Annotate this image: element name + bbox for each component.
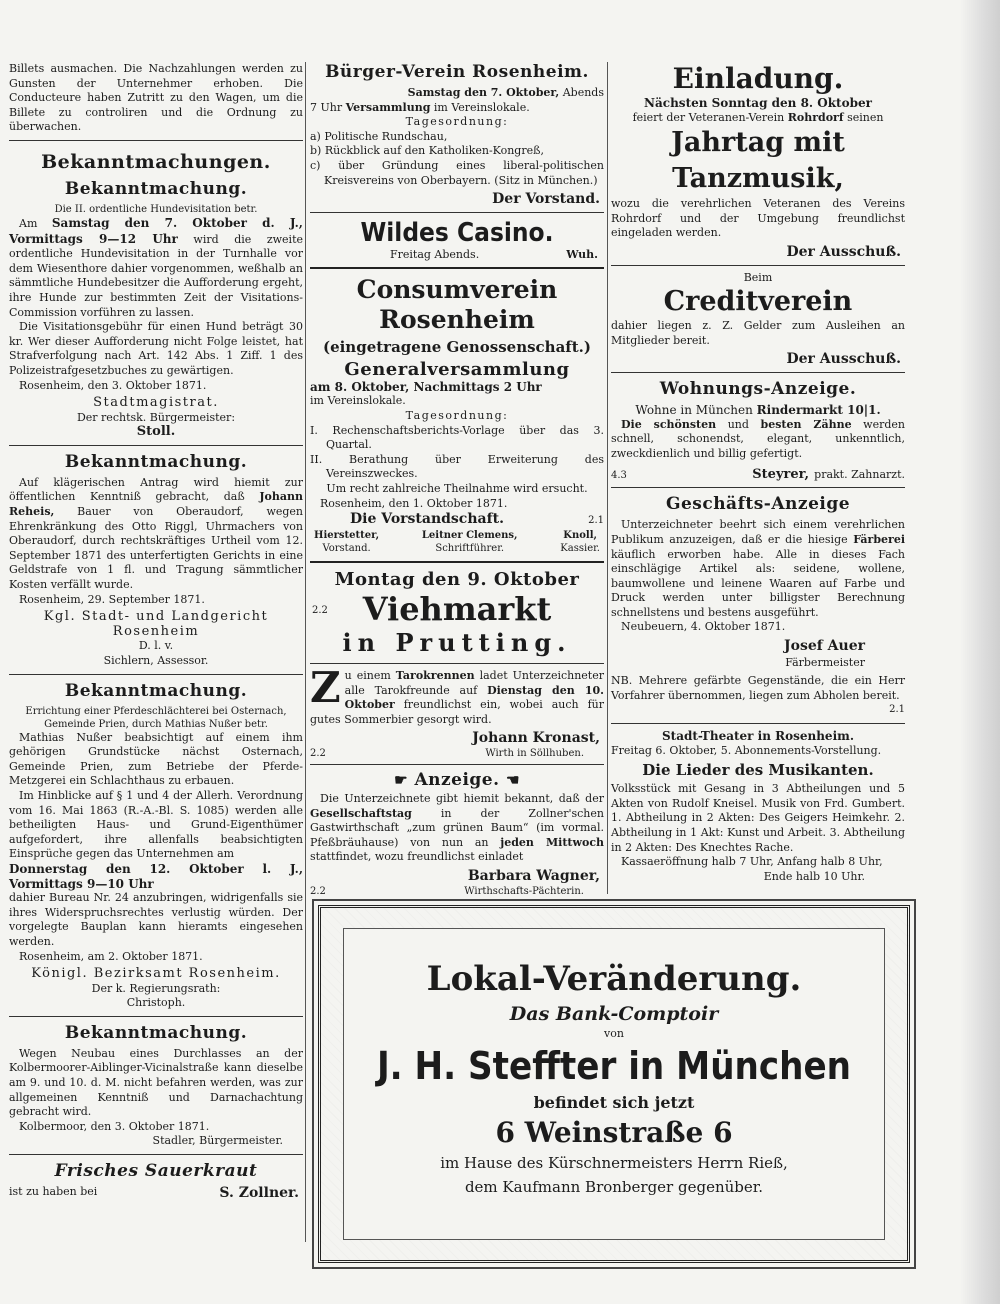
- column-3: [611, 62, 905, 884]
- ad-number: 4.3: [611, 470, 627, 482]
- scan-edge: [960, 0, 1000, 1304]
- notice-slaughterhouse: [9, 681, 303, 1011]
- ad-address: 6 Weinstraße 6: [495, 1116, 733, 1149]
- column-rule: [607, 62, 608, 894]
- ad-title: Creditverein: [663, 286, 853, 318]
- notice-signer: Sichlern, Assessor.: [103, 654, 209, 667]
- ad-signer: Der Vorstand.: [492, 191, 600, 208]
- notice-road-closure: [9, 1023, 303, 1149]
- ad-role: prakt. Zahnarzt.: [814, 468, 905, 482]
- ad-sauerkraut: [9, 1161, 303, 1200]
- continued-text: Billets ausmachen. Die Nachzahlungen werden zu Gunsten der Unternehmer erhoben. Die Conducteure haben Zutritt zu den Wagen, um die Billete zu controliren und die Ordnung zu überwachen.: [9, 62, 303, 134]
- notice-body: dahier Bureau Nr. 24 anzubringen, widrigenfalls sie ihres Widerspruchsrechtes verlustig würden. Der vorgelegte Bauplan kann hieramts eingesehen werden.: [9, 891, 303, 948]
- ad-note: NB. Mehrere gefärbte Gegenstände, die ein Herr Vorfahrer übernommen, liegen zum Abholen bereit.: [611, 674, 905, 702]
- ad-signer: Josef Auer: [784, 638, 865, 655]
- agenda-item: b) Rückblick auf den Katholiken-Kongreß,: [310, 144, 544, 158]
- ad-times: Ende halb 10 Uhr.: [763, 869, 865, 883]
- ad-number: 2.1: [588, 515, 604, 527]
- ad-viehmarkt: [310, 569, 604, 658]
- ad-signer: Die Vorstandschaft.: [350, 511, 504, 528]
- notice-signer: Christoph.: [126, 996, 186, 1010]
- ad-event: Jahrtag mit Tanzmusik,: [671, 127, 845, 195]
- notice-signer: Stoll.: [136, 424, 176, 440]
- notice-title: Bekanntmachung.: [64, 680, 248, 701]
- pointing-hand-left-icon: ☚: [505, 771, 520, 790]
- notice-title: Bekanntmachung.: [64, 451, 248, 472]
- board-member: Hierstetter, Vorstand.: [314, 530, 380, 555]
- ad-signer: Der Ausschuß.: [786, 351, 901, 368]
- notice-subject: Die II. ordentliche Hundevisitation betr.: [54, 203, 258, 215]
- ad-role: Färbermeister: [785, 655, 865, 669]
- ad-wohnung: [611, 379, 905, 482]
- ad-consumverein: [310, 275, 604, 555]
- ad-date: Rosenheim, den 1. Oktober 1871.: [320, 496, 508, 510]
- ad-date-line: Nächsten Sonntag den 8. Oktober: [644, 96, 872, 110]
- ad-lokal-veraenderung: [318, 905, 910, 1263]
- ad-line: dem Kaufmann Bronberger gegenüber.: [464, 1178, 764, 1196]
- ad-signer: Wuh.: [566, 247, 598, 261]
- notice-court: [9, 452, 303, 669]
- ad-date-line: Samstag den 7. Oktober, Abends: [407, 86, 604, 99]
- ad-place: im Vereinslokale.: [310, 394, 406, 408]
- notice-date: Rosenheim, 29. September 1871.: [19, 592, 205, 606]
- notice-title: Bekanntmachung.: [64, 178, 248, 199]
- notice-body: Wegen Neubau eines Durchlasses an der Kolbermoorer-Aiblinger-Vicinalstraße kann dieselbe am 9. und 10. d. M. nicht befahren werden, was zur allgemeinen Kenntniß und Darnachachtung gebracht wird.: [9, 1046, 303, 1119]
- notice-role: Der k. Regierungsrath:: [91, 981, 221, 995]
- notice-signer: Stadler, Bürgermeister.: [152, 1134, 283, 1148]
- notice-body: Die Visitationsgebühr für einen Hund beträgt 30 kr. Wer dieser Aufforderung nicht Folge leistet, hat Strafverfolgung nach Art. 142 Abs. 1 Ziff. 1 des Polizeistrafgesetzbuches zu gewärtigen.: [9, 320, 303, 377]
- ad-role: Wirth in Söllhuben.: [485, 748, 584, 760]
- ad-times: Kassaeröffnung halb 7 Uhr, Anfang halb 8 Uhr,: [621, 855, 883, 869]
- ad-title: Bürger-Verein Rosenheim.: [325, 62, 589, 82]
- ad-line: Das Bank-Comptoir: [509, 1003, 719, 1025]
- ad-number: 2.2: [310, 748, 326, 760]
- agenda-item: II. Berathung über Erweiterung des Vereinszweckes.: [310, 452, 604, 481]
- ad-agenda-label: Tagesordnung:: [405, 408, 509, 422]
- column-2: [310, 62, 604, 897]
- notice-role: Der rechtsk. Bürgermeister:: [76, 410, 236, 424]
- notice-date-bold: Donnerstag den 12. Oktober l. J., Vormittags 9—10 Uhr: [9, 861, 303, 891]
- ad-body: wozu die verehrlichen Veteranen des Vereins Rohrdorf und der Umgebung freundlichst eingeladen werden.: [611, 197, 905, 240]
- ad-role: Wirthschafts-Pächterin.: [464, 885, 584, 897]
- ad-text: Freitag Abends.: [390, 247, 480, 261]
- ad-anzeige: [310, 770, 604, 897]
- notice-date: Rosenheim, den 3. Oktober 1871.: [19, 378, 207, 392]
- ad-line: Freitag 6. Oktober, 5. Abonnements-Vorstellung.: [611, 743, 882, 757]
- ad-title-row: [310, 770, 604, 790]
- notice-subject: Errichtung einer Pferdeschlächterei bei Osternach, Gemeinde Prien, durch Mathias Nußer betr.: [25, 705, 287, 730]
- ad-title: Geschäfts-Anzeige: [665, 494, 851, 515]
- ad-number: 2.1: [889, 704, 905, 716]
- ad-event: Generalversammlung: [344, 358, 570, 380]
- ad-wildes-casino: [310, 218, 604, 261]
- ad-line: befindet sich jetzt: [533, 1093, 695, 1112]
- ad-body: dahier liegen z. Z. Gelder zum Ausleihen an Mitglieder bereit.: [611, 319, 905, 347]
- ad-geschaeft: [611, 494, 905, 718]
- ad-place: in Prutting.: [342, 628, 572, 658]
- notice-date: Kolbermoor, den 3. Oktober 1871.: [19, 1119, 210, 1133]
- ad-note: Um recht zahlreiche Theilnahme wird ersucht.: [326, 481, 588, 495]
- ad-line: Wohne in München Rindermarkt 10|1.: [635, 402, 881, 417]
- ad-time-line: 7 Uhr Versammlung im Vereinslokale.: [310, 100, 530, 114]
- ad-einladung: [611, 62, 905, 260]
- ad-date: Neubeuern, 4. Oktober 1871.: [621, 620, 786, 634]
- column-rule: [305, 62, 306, 1242]
- notice-body: Mathias Nußer beabsichtigt auf einem ihm gehörigen Grundstücke nächst Osternach, Gemeinde Prien, zum Betriebe der Pferde-Metzgerei ein Schlachthaus zu erbauen.: [9, 730, 303, 788]
- board-member: Knoll, Kassier.: [560, 530, 600, 555]
- ad-title: Wildes Casino.: [360, 217, 554, 248]
- ad-play: Die Lieder des Musikanten.: [642, 761, 874, 780]
- ad-number: 2.2: [310, 885, 326, 897]
- agenda-item: c) über Gründung eines liberal-politischen Kreisvereins von Oberbayern. (Sitz in München.): [310, 158, 604, 187]
- ad-title: Frisches Sauerkraut: [54, 1161, 258, 1182]
- ad-date-line: am 8. Oktober, Nachmittags 2 Uhr: [310, 379, 542, 394]
- pointing-hand-right-icon: ☛: [394, 771, 409, 790]
- ad-title: Anzeige.: [414, 770, 500, 791]
- ad-line: von: [604, 1027, 624, 1040]
- agenda-item: a) Politische Rundschau,: [310, 129, 448, 143]
- ad-body: Die Unterzeichnete gibt hiemit bekannt, daß der Gesellschaftstag in der Zollner'schen Gastwirthschaft „zum grünen Baum“ (im vormal. Pfeßbräuhause) von nun an jeden Mittwoch stattfindet, wozu freundlichst einladet: [310, 792, 605, 864]
- notice-body: Am Samstag den 7. Oktober d. J., Vormittags 9—12 Uhr wird die zweite ordentliche Hundevisitation in der Turnhalle vor dem Wiesenthore dahier vorgenommen, weßhalb an sämmtliche Hundebesitzer die Aufforderung ergeht, ihre Hunde zur bestimmten Zeit der Visitations-Commission vorführen zu lassen.: [9, 215, 303, 319]
- notice-body: Auf klägerischen Antrag wird hiemit zur öffentlichen Kenntniß gebracht, daß Johann Reheis, Bauer von Oberaudorf, wegen Ehrenkränkung des Otto Riggl, Uhrmachers von Oberaudorf, durch rechtskräftiges Urtheil vom 12. September 1871 des unterfertigten Gerichts in eine Geldstrafe von 1 fl. und Tragung sämmtlicher Kosten verfällt wurde.: [9, 475, 303, 592]
- ad-title: Stadt-Theater in Rosenheim.: [662, 729, 854, 744]
- notice-title: Bekanntmachung.: [64, 1022, 248, 1043]
- ad-title: Lokal-Veränderung.: [426, 959, 802, 999]
- ad-body: Unterzeichneter beehrt sich einem verehrlichen Publikum anzuzeigen, daß er die hiesige Färberei käuflich erworben habe. Alle in dieses Fach einschlägige Artikel als: seidene, wollene, baumwollene und leinene Waaren auf Farbe und Druck werden unter billigster Berechnung schnellstens und bestens ausgeführt.: [611, 518, 905, 619]
- column-1: [9, 62, 303, 1202]
- ad-theater: [611, 729, 905, 884]
- ad-title: Consumverein Rosenheim: [356, 274, 558, 334]
- ad-title: Einladung.: [672, 62, 844, 95]
- ad-signer: Steyrer,: [752, 467, 810, 483]
- ad-body: Zu einem Tarokrennen ladet Unterzeichneter alle Tarokfreunde auf Dienstag den 10. Oktober freundlichst ein, wobei auch für gutes Sommerbier gesorgt wird.: [310, 663, 604, 726]
- ad-title: Viehmarkt: [362, 590, 552, 629]
- notice-dog-inspection: [9, 179, 303, 440]
- ad-text: ist zu haben bei: [9, 1185, 98, 1199]
- board-member: Leitner Clemens, Schriftführer.: [421, 530, 518, 555]
- notice-authority: Kgl. Stadt- und Landgericht Rosenheim: [43, 609, 269, 639]
- ad-creditverein: [611, 271, 905, 367]
- notice-authority: Königl. Bezirksamt Rosenheim.: [31, 966, 281, 982]
- notice-role: D. l. v.: [138, 639, 174, 653]
- ad-line: feiert der Veteranen-Verein Rohrdorf seinen: [632, 110, 884, 124]
- ad-number: 2.2: [312, 605, 328, 617]
- ad-tarokrennen: [310, 663, 604, 760]
- ad-buergerverein: [310, 62, 604, 207]
- ad-signer: S. Zollner.: [219, 1184, 299, 1201]
- ad-line: im Hause des Kürschnermeisters Herrn Rieß,: [440, 1154, 788, 1172]
- notice-authority: Stadtmagistrat.: [93, 395, 219, 411]
- ad-company: J. H. Steffter in München: [376, 1044, 852, 1088]
- ad-body: Volksstück mit Gesang in 3 Abtheilungen und 5 Akten von Rudolf Kneisel. Musik von Frd. Gumbert. 1. Abtheilung in 2 Akten: Des Geigers Heimkehr. 2. Abtheilung in 1 Akt: Kunst und Arbeit. 3. Abtheilung in 2 Akten: Des Knechtes Rache.: [611, 782, 905, 854]
- ad-body: Die schönsten und besten Zähne werden schnell, schonendst, elegant, unkenntlich, zweckdienlich und billig gefertigt.: [611, 417, 905, 460]
- ad-frame: [343, 928, 885, 1240]
- notice-body: Im Hinblicke auf § 1 und 4 der Allerh. Verordnung vom 16. Mai 1863 (R.-A.-Bl. S. 1085) werden alle betheiligten Haus- und Grund-Eigenthümer aufgefordert, ihre allenfalls beabsichtigten Einsprüche gegen das Unternehmen am: [9, 788, 303, 861]
- ad-agenda-label: Tagesordnung:: [405, 115, 509, 129]
- ad-date-line: Montag den 9. Oktober: [334, 569, 580, 591]
- ad-signer: Der Ausschuß.: [786, 243, 901, 260]
- ad-subtitle: (eingetragene Genossenschaft.): [322, 337, 592, 356]
- agenda-item: I. Rechenschaftsberichts-Vorlage über das 3. Quartal.: [310, 423, 604, 452]
- ad-pre: Beim: [743, 270, 773, 284]
- ad-title: Wohnungs-Anzeige.: [659, 378, 857, 399]
- section-title: Bekanntmachungen.: [41, 150, 271, 173]
- notice-date: Rosenheim, am 2. Oktober 1871.: [19, 949, 203, 963]
- ad-signer: Barbara Wagner,: [467, 868, 600, 885]
- ad-signer: Johann Kronast,: [472, 730, 600, 747]
